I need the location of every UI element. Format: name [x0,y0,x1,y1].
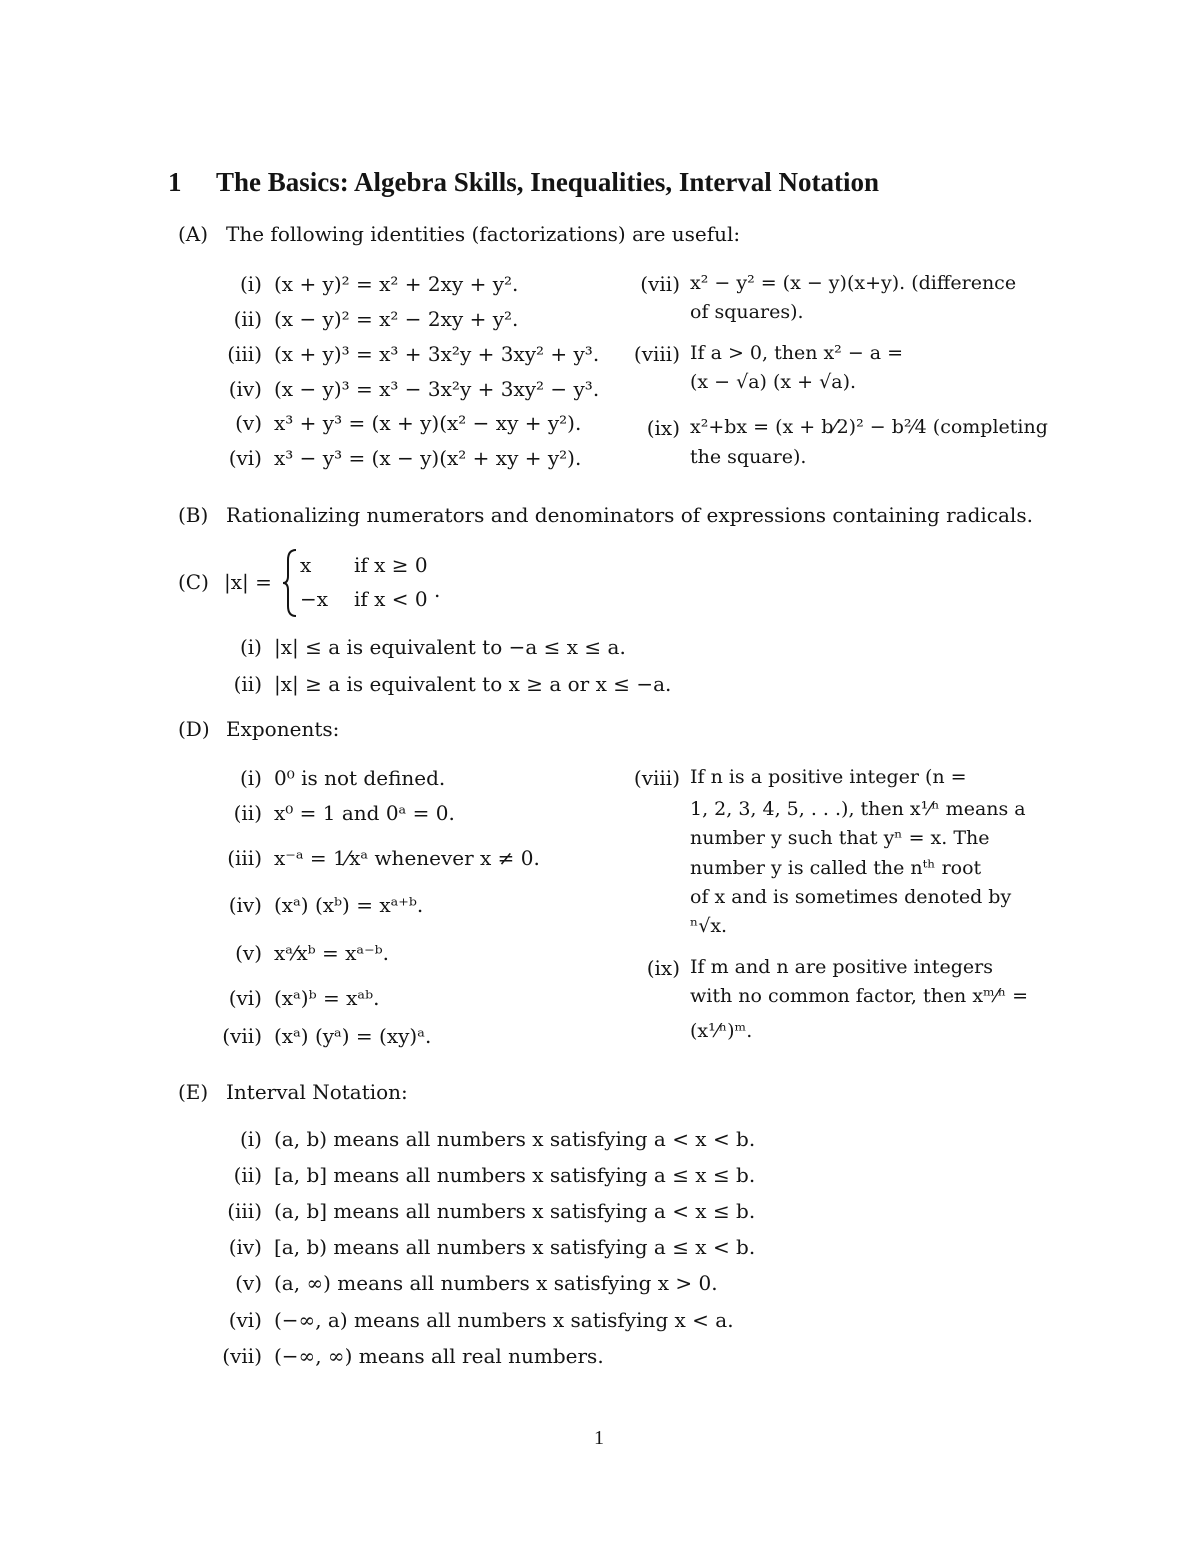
exponent-rule: (xᵃ)ᵇ = xᵃᵇ. [274,986,380,1010]
part-e-title: Interval Notation: [226,1080,408,1104]
item-number: (ii) [233,672,262,696]
part-d-label: (D) [178,717,210,741]
cases-period: . [434,578,441,602]
item-number: (iv) [228,1235,262,1259]
exponent-text-line: of x and is sometimes denoted by [690,886,1012,908]
interval-definition: (a, b) means all numbers x satisfying a < x < b. [274,1127,756,1151]
item-number: (ii) [233,801,262,825]
item-number: (ix) [646,956,680,980]
exponent-text-line: number y is called the nᵗʰ root [690,857,982,879]
case2-value: −x [300,587,329,611]
exponent-rule: 0⁰ is not defined. [274,766,446,790]
item-number: (viii) [633,766,680,790]
item-number: (ix) [646,416,680,440]
item-number: (v) [235,1271,262,1295]
section-number: 1 [168,167,182,197]
case1-value: x [300,553,312,577]
item-number: (iv) [228,893,262,917]
exponent-text-line: with no common factor, then xᵐ⁄ⁿ = [690,985,1029,1007]
item-number: (ii) [233,307,262,331]
exponent-text-line: 1, 2, 3, 4, 5, . . .), then x¹⁄ⁿ means a [690,798,1026,820]
item-number: (vi) [228,986,262,1010]
exponent-rule: x⁻ᵃ = 1⁄xᵃ whenever x ≠ 0. [274,846,540,870]
identity: (x − y)³ = x³ − 3x²y + 3xy² − y³. [274,377,600,401]
identity-line: x²+bx = (x + b⁄2)² − b²⁄4 (completing [690,416,1048,438]
interval-definition: (a, b] means all numbers x satisfying a < x ≤ b. [274,1199,756,1223]
identity-line: (x − √a) (x + √a). [690,371,857,393]
item-number: (iv) [228,377,262,401]
exponent-rule: (xᵃ) (xᵇ) = xᵃ⁺ᵇ. [274,893,424,917]
part-a-label: (A) [178,222,209,246]
exponent-text-line: ⁿ√x. [690,915,728,937]
interval-definition: [a, b] means all numbers x satisfying a ≤ x ≤ b. [274,1163,756,1187]
item-number: (i) [239,1127,262,1151]
interval-definition: (−∞, ∞) means all real numbers. [274,1344,604,1368]
interval-definition: [a, b) means all numbers x satisfying a ≤ x < b. [274,1235,756,1259]
part-e-label: (E) [178,1080,209,1104]
identity: (x + y)² = x² + 2xy + y². [274,272,519,296]
part-b-label: (B) [178,503,209,527]
exponent-text-line: number y such that yⁿ = x. The [690,827,990,849]
exponent-rule: xᵃ⁄xᵇ = xᵃ⁻ᵇ. [274,941,389,965]
identity: x³ − y³ = (x − y)(x² + xy + y²). [274,446,582,470]
identity-line: x² − y² = (x − y)(x+y). (difference [690,272,1017,294]
item-number: (i) [239,766,262,790]
identity-line: If a > 0, then x² − a = [690,342,904,364]
case1-condition: if x ≥ 0 [354,553,428,577]
item-number: (v) [235,411,262,435]
abs-value-lhs: |x| = [224,570,272,594]
identity: (x + y)³ = x³ + 3x²y + 3xy² + y³. [274,342,600,366]
exponent-text-line: If m and n are positive integers [690,956,993,978]
exponent-text-line: (x¹⁄ⁿ)ᵐ. [690,1020,753,1042]
part-a-intro: The following identities (factorizations) are useful: [226,222,741,246]
exponent-rule: (xᵃ) (yᵃ) = (xy)ᵃ. [274,1024,432,1048]
item-number: (i) [239,635,262,659]
item-number: (iii) [227,1199,262,1223]
item-number: (vi) [228,446,262,470]
item-number: (ii) [233,1163,262,1187]
identity-line: of squares). [690,301,804,323]
item-number: (i) [239,272,262,296]
interval-definition: (−∞, a) means all numbers x satisfying x < a. [274,1308,734,1332]
exponent-text-line: If n is a positive integer (n = [690,766,967,788]
item-number: (iii) [227,342,262,366]
page-number: 1 [594,1427,604,1449]
identity: x³ + y³ = (x + y)(x² − xy + y²). [274,411,582,435]
item-number: (viii) [633,342,680,366]
item-number: (v) [235,941,262,965]
identity-line: the square). [690,446,807,468]
abs-property: |x| ≤ a is equivalent to −a ≤ x ≤ a. [274,635,626,659]
item-number: (vii) [640,272,680,296]
part-c-label: (C) [178,570,209,594]
exponent-rule: x⁰ = 1 and 0ᵃ = 0. [274,801,455,825]
item-number: (iii) [227,846,262,870]
case2-condition: if x < 0 [354,587,428,611]
section-title: The Basics: Algebra Skills, Inequalities, Interval Notation [216,167,880,197]
item-number: (vii) [222,1344,262,1368]
interval-definition: (a, ∞) means all numbers x satisfying x > 0. [274,1271,718,1295]
part-d-title: Exponents: [226,717,340,741]
cases-brace [282,548,298,618]
item-number: (vi) [228,1308,262,1332]
item-number: (vii) [222,1024,262,1048]
part-b-text: Rationalizing numerators and denominators of expressions containing radicals. [226,503,1033,527]
abs-property: |x| ≥ a is equivalent to x ≥ a or x ≤ −a. [274,672,672,696]
identity: (x − y)² = x² − 2xy + y². [274,307,519,331]
